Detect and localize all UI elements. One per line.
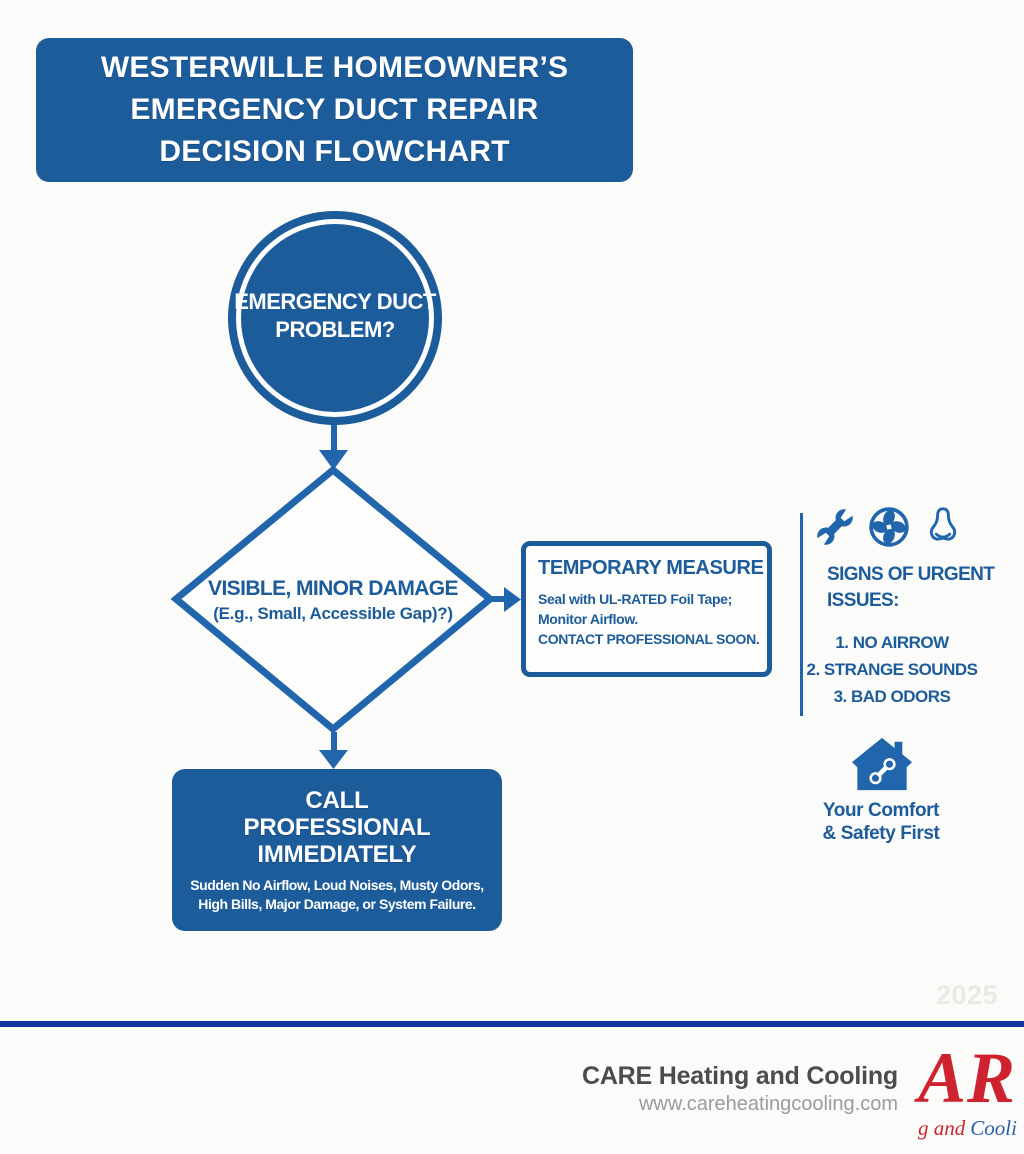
arrowhead-decision-to-temporary: [504, 587, 521, 612]
call-node-line2: PROFESSIONAL: [243, 813, 431, 841]
company-logo-tagline-blue: Cooli: [970, 1116, 1017, 1140]
urgent-issue-item: 1. NO AIRROW: [835, 633, 949, 652]
temporary-measure-heading: TEMPORARY MEASURE: [538, 557, 764, 579]
urgent-icons-row: [812, 504, 966, 550]
start-node: [228, 211, 442, 425]
arrow-decision-to-call: [331, 732, 337, 751]
urgent-issues-heading-line1: SIGNS OF URGENT: [827, 564, 995, 585]
year-watermark: 2025: [936, 980, 999, 1010]
company-logo-tagline-red: g and: [918, 1116, 966, 1140]
start-node-line1: EMERGENCY DUCT: [234, 288, 436, 314]
wrench-icon: [812, 504, 858, 550]
call-node-line1: CALL: [305, 786, 369, 814]
temporary-measure-node: [521, 541, 772, 677]
company-logo: [918, 1038, 1024, 1140]
page-title-line3: DECISION FLOWCHART: [159, 135, 510, 168]
comfort-safety-line1: Your Comfort: [822, 800, 940, 821]
nose-icon: [920, 504, 966, 550]
urgent-issues-heading-line2: ISSUES:: [827, 590, 899, 611]
decision-line2: (E.g., Small, Accessible Gap)?): [213, 604, 453, 623]
call-node-body1: Sudden No Airflow, Loud Noises, Musty Odors,: [190, 876, 484, 893]
page-title-line1: WESTERWILLE HOMEOWNER’S: [100, 51, 569, 84]
temporary-measure-body1: Seal with UL-RATED Foil Tape;: [538, 591, 732, 607]
temporary-measure-body2: Monitor Airflow.: [538, 611, 638, 627]
call-node-body2: High Bills, Major Damage, or System Failure.: [198, 895, 476, 912]
fan-icon: [867, 505, 911, 549]
urgent-issues-heading: [827, 562, 994, 614]
comfort-safety-label: [823, 799, 940, 845]
company-logo-monogram: AR: [918, 1038, 1017, 1118]
footer-divider: [0, 1021, 1024, 1027]
call-node-line3: IMMEDIATELY: [257, 840, 417, 868]
arrow-decision-to-temporary: [487, 596, 505, 602]
arrowhead-decision-to-call: [319, 750, 348, 769]
decision-line1: VISIBLE, MINOR DAMAGE: [208, 577, 458, 600]
urgent-issue-item: 3. BAD ODORS: [833, 687, 951, 706]
comfort-safety-line2: & Safety First: [822, 823, 940, 844]
start-node-line2: PROBLEM?: [275, 316, 395, 342]
house-wrench-icon: [851, 735, 913, 798]
temporary-measure-body3: CONTACT PROFESSIONAL SOON.: [538, 631, 760, 647]
page-title-line2: EMERGENCY DUCT REPAIR: [130, 93, 539, 126]
footer-company-block: [582, 1062, 898, 1116]
company-name: CARE Heating and Cooling: [581, 1062, 898, 1090]
urgent-issues-list: [800, 629, 984, 710]
company-website[interactable]: www.careheatingcooling.com: [638, 1093, 898, 1115]
call-professional-node: [172, 769, 502, 931]
urgent-issue-item: 2. STRANGE SOUNDS: [806, 660, 978, 679]
decision-label: [208, 577, 458, 624]
